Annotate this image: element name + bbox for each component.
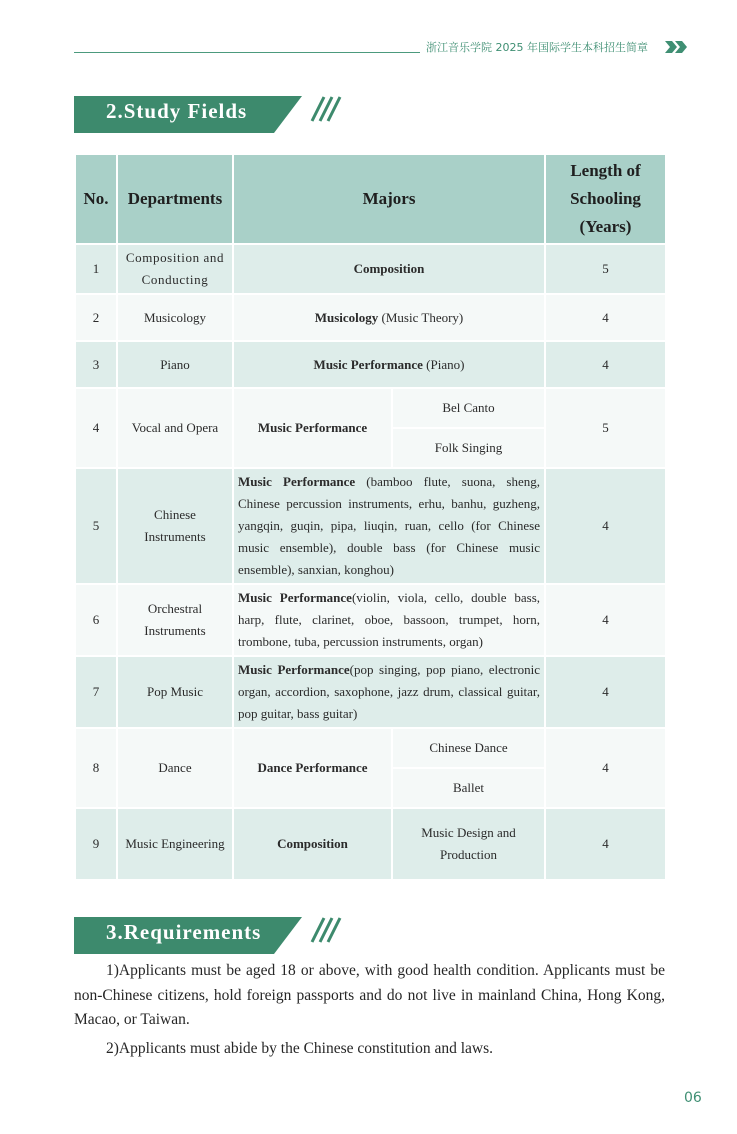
row-sub-major: Ballet	[392, 768, 545, 808]
row-years: 5	[545, 244, 666, 294]
header-majors: Majors	[233, 154, 545, 244]
row-years: 4	[545, 341, 666, 388]
major-detail: (bamboo flute, suona, sheng, Chinese percussion instruments, erhu, banhu, guzheng, yangqin, guqin, pipa, liuqin, ruan, cello (for Chinese music ensemble), double bass (for Chinese music ensemble), sanxian, konghou)	[238, 474, 540, 577]
row-major	[233, 656, 545, 728]
row-no: 5	[75, 468, 117, 584]
row-no: 6	[75, 584, 117, 656]
major-bold: Music Performance	[238, 662, 350, 677]
row-major	[233, 294, 545, 341]
major-bold: Music Performance	[313, 356, 423, 372]
row-years: 4	[545, 294, 666, 341]
row-department: Piano	[117, 341, 233, 388]
row-major	[233, 584, 545, 656]
row-major: Music Performance	[233, 388, 392, 468]
row-no: 9	[75, 808, 117, 880]
row-sub-major: Folk Singing	[392, 428, 545, 468]
row-major: Composition	[233, 808, 392, 880]
row-no: 1	[75, 244, 117, 294]
table-row	[75, 584, 666, 656]
table-row	[75, 656, 666, 728]
major-detail: (violin, viola, cello, double bass, harp, flute, clarinet, oboe, bassoon, trumpet, horn, trombone, tuba, percussion instruments, organ)	[238, 590, 540, 649]
row-major	[233, 341, 545, 388]
section-title: 2.Study Fields	[106, 99, 248, 123]
row-no: 2	[75, 294, 117, 341]
row-years: 4	[545, 728, 666, 808]
table-row	[75, 808, 666, 880]
table-row	[75, 341, 666, 388]
row-department: Orchestral Instruments	[117, 584, 233, 656]
row-department: Music Engineering	[117, 808, 233, 880]
header-no: No.	[75, 154, 117, 244]
row-no: 7	[75, 656, 117, 728]
major-bold: Music Performance	[238, 590, 352, 605]
section-banner-study-fields	[74, 96, 302, 133]
row-years: 5	[545, 388, 666, 468]
header-title: 浙江音乐学院 2025 年国际学生本科招生简章	[426, 41, 648, 54]
table-row	[75, 468, 666, 584]
row-department: Musicology	[117, 294, 233, 341]
table-row	[75, 388, 666, 428]
row-no: 4	[75, 388, 117, 468]
major-detail: (pop singing, pop piano, electronic organ, accordion, saxophone, jazz drum, classical guitar, pop guitar, bass guitar)	[238, 662, 540, 721]
header-departments: Departments	[117, 154, 233, 244]
table-header-row	[75, 154, 666, 244]
row-department: Composition and Conducting	[117, 244, 233, 294]
row-sub-major: Bel Canto	[392, 388, 545, 428]
double-chevron-icon	[665, 40, 689, 54]
row-department: Pop Music	[117, 656, 233, 728]
row-department: Dance	[117, 728, 233, 808]
row-sub-major: Chinese Dance	[392, 728, 545, 768]
slash-decoration-icon	[302, 96, 342, 122]
row-no: 3	[75, 341, 117, 388]
row-department: Chinese Instruments	[117, 468, 233, 584]
row-major: Composition	[233, 244, 545, 294]
row-years: 4	[545, 468, 666, 584]
major-bold: Musicology	[314, 309, 379, 325]
table-row	[75, 728, 666, 768]
page-number: 06	[684, 1090, 702, 1106]
slash-decoration-icon	[302, 917, 342, 943]
row-years: 4	[545, 656, 666, 728]
row-major: Dance Performance	[233, 728, 392, 808]
study-fields-table	[74, 153, 667, 881]
header-length: Length of Schooling (Years)	[545, 154, 666, 244]
major-detail: (Music Theory)	[378, 309, 464, 325]
section-banner-requirements	[74, 917, 302, 954]
row-years: 4	[545, 584, 666, 656]
row-department: Vocal and Opera	[117, 388, 233, 468]
row-no: 8	[75, 728, 117, 808]
row-years: 4	[545, 808, 666, 880]
requirement-paragraph: 1)Applicants must be aged 18 or above, with good health condition. Applicants must be non-Chinese citizens, hold foreign passports and do not live in mainland China, Hong Kong, Macao, or Taiwan.	[74, 962, 665, 1028]
section-title: 3.Requirements	[106, 920, 262, 944]
row-sub-major: Music Design and Production	[392, 808, 545, 880]
row-major	[233, 468, 545, 584]
requirement-paragraph: 2)Applicants must abide by the Chinese constitution and laws.	[106, 1040, 494, 1057]
major-detail: (Piano)	[422, 356, 465, 372]
table-row	[75, 244, 666, 294]
header-rule	[74, 52, 420, 53]
table-row	[75, 294, 666, 341]
major-bold: Music Performance	[238, 474, 356, 489]
